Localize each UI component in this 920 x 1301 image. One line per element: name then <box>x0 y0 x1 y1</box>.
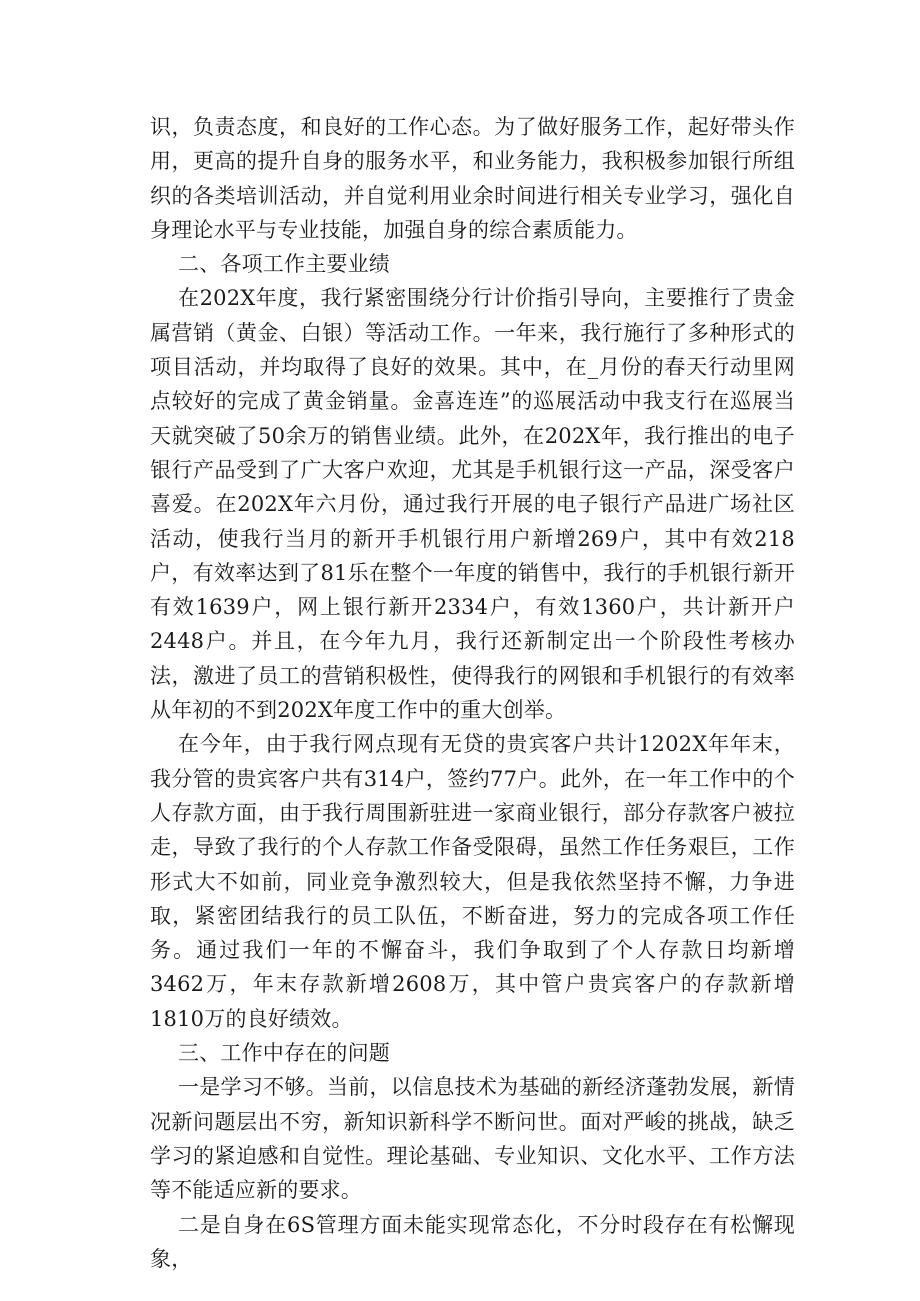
section-heading-achievements: 二、各项工作主要业绩 <box>178 252 390 277</box>
paragraph-problem-6s: 二是自身在6S管理方面未能实现常态化，不分时段存在有松懈现象， <box>150 1212 795 1271</box>
section-heading-problems: 三、工作中存在的问题 <box>178 1041 390 1066</box>
paragraph-vip-deposits: 在今年，由于我行网点现有无贷的贵宾客户共计1202X年年末，我分管的贵宾客户共有314户，签约77户。此外，在一年工作中的个人存款方面，由于我行周围新驻进一家商业银行，部分存款客户被拉走，导致了我行的个人存款工作备受限碍，虽然工作任务艰巨，工作形式大不如前，同业竞争激烈较大，但是我依然坚持不懈，力争进取，紧密团结我行的员工队伍，不断奋进，努力的完成各项工作任务。通过我们一年的不懈奋斗，我们争取到了个人存款日均新增3462万，年末存款新增2608万，其中管户贵宾客户的存款新增1810万的良好绩效。 <box>150 732 795 1031</box>
document-body <box>150 110 795 1276</box>
paragraph-problem-learning: 一是学习不够。当前，以信息技术为基础的新经济蓬勃发展，新情况新问题层出不穷，新知识新科学不断问世。面对严峻的挑战，缺乏学习的紧迫感和自觉性。理论基础、专业知识、文化水平、工作方法等不能适应新的要求。 <box>150 1075 795 1203</box>
paragraph-marketing-results: 在202X年度，我行紧密围绕分行计价指引导向，主要推行了贵金属营销（黄金、白银）等活动工作。一年来，我行施行了多种形式的项目活动，并均取得了良好的效果。其中，在_月份的春天行动里网点较好的完成了黄金销量。金喜连连”的巡展活动中我支行在巡展当天就突破了50余万的销售业绩。此外，在202X年，我行推出的电子银行产品受到了广大客户欢迎，尤其是手机银行这一产品，深受客户喜爱。在202X年六月份，通过我行开展的电子银行产品进广场社区活动，使我行当月的新开手机银行用户新增269户，其中有效218户，有效率达到了81乐在整个一年度的销售中，我行的手机银行新开有效1639户，网上银行新开2334户，有效1360户，共计新开户2448户。并且，在今年九月，我行还新制定出一个阶段性考核办法，激进了员工的营销积极性，使得我行的网银和手机银行的有效率从年初的不到202X年度工作中的重大创举。 <box>150 286 795 723</box>
paragraph-training: 识，负责态度，和良好的工作心态。为了做好服务工作，起好带头作用，更高的提升自身的服务水平，和业务能力，我积极参加银行所组织的各类培训活动，并自觉利用业余时间进行相关专业学习，强化自身理论水平与专业技能，加强自身的综合素质能力。 <box>150 115 795 242</box>
